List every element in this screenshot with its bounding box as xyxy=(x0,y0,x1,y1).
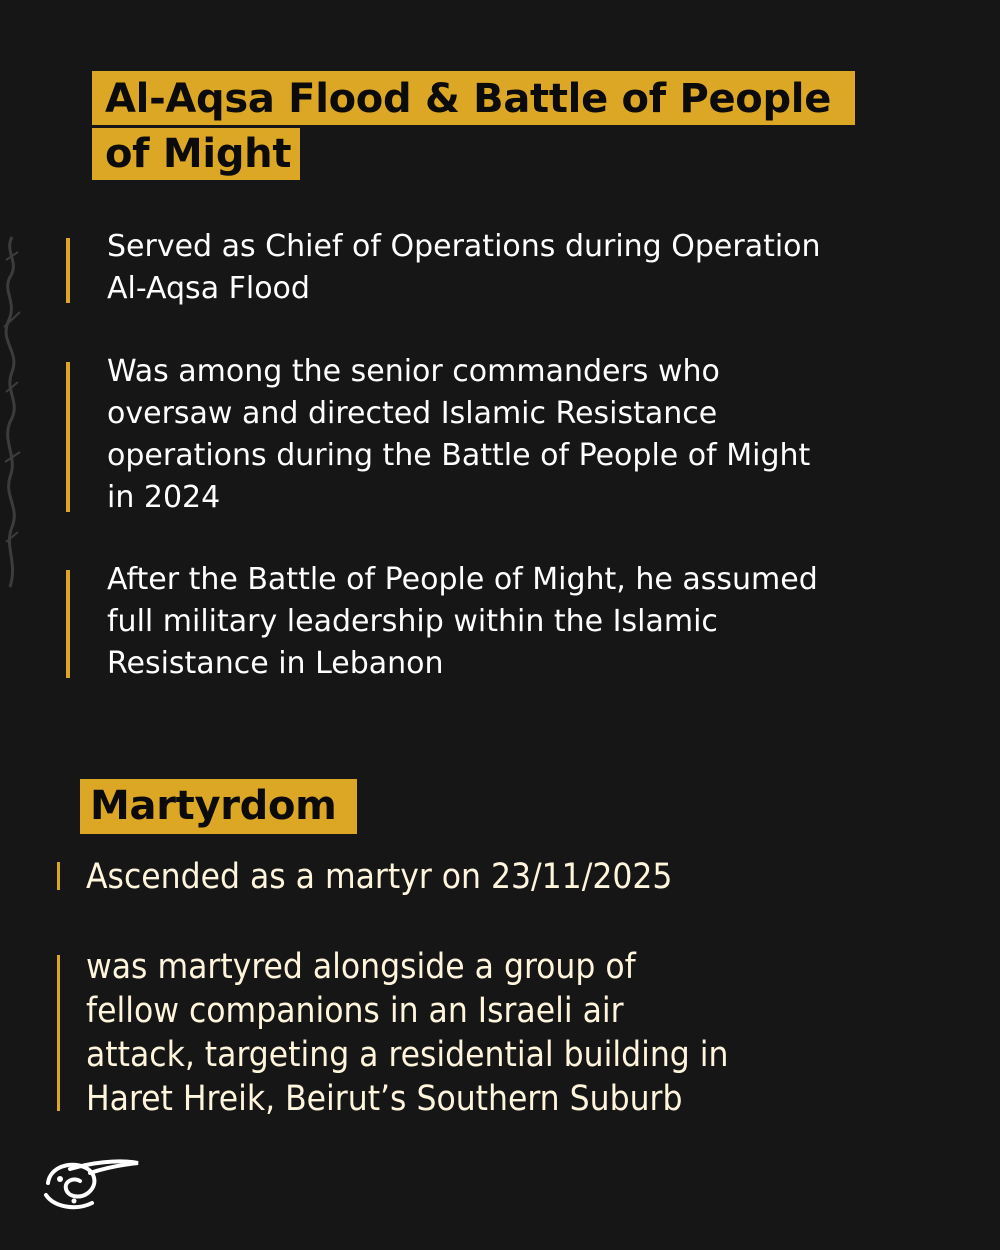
section-title-line1: Al-Aqsa Flood & Battle of People xyxy=(92,71,855,125)
bullet-bar xyxy=(66,570,70,678)
list-item-text: Was among the senior commanders who oversaw and directed Islamic Resistance operations during the Battle of People of Might in 2024 xyxy=(107,354,811,515)
list-item-text: Ascended as a martyr on 23/11/2025 xyxy=(86,857,673,897)
bullet-bar xyxy=(66,238,70,303)
bullet-bar xyxy=(66,362,70,512)
martyrdom-title: Martyrdom xyxy=(80,779,357,834)
calligraphy-decoration xyxy=(0,232,24,592)
list-item-text: After the Battle of People of Might, he assumed full military leadership within the Islamic Resistance in Lebanon xyxy=(107,562,818,681)
list-item-text: was martyred alongside a group of fellow companions in an Israeli air attack, targeting a residential building in Haret Hreik, Beirut’s Southern Suburb xyxy=(86,947,729,1119)
section-title-line2: of Might xyxy=(92,128,300,180)
list-item-text: Served as Chief of Operations during Operation Al-Aqsa Flood xyxy=(107,229,821,306)
bullet-bar xyxy=(57,955,60,1111)
al-mayadeen-logo-icon xyxy=(40,1153,140,1213)
bullet-bar xyxy=(57,862,60,890)
